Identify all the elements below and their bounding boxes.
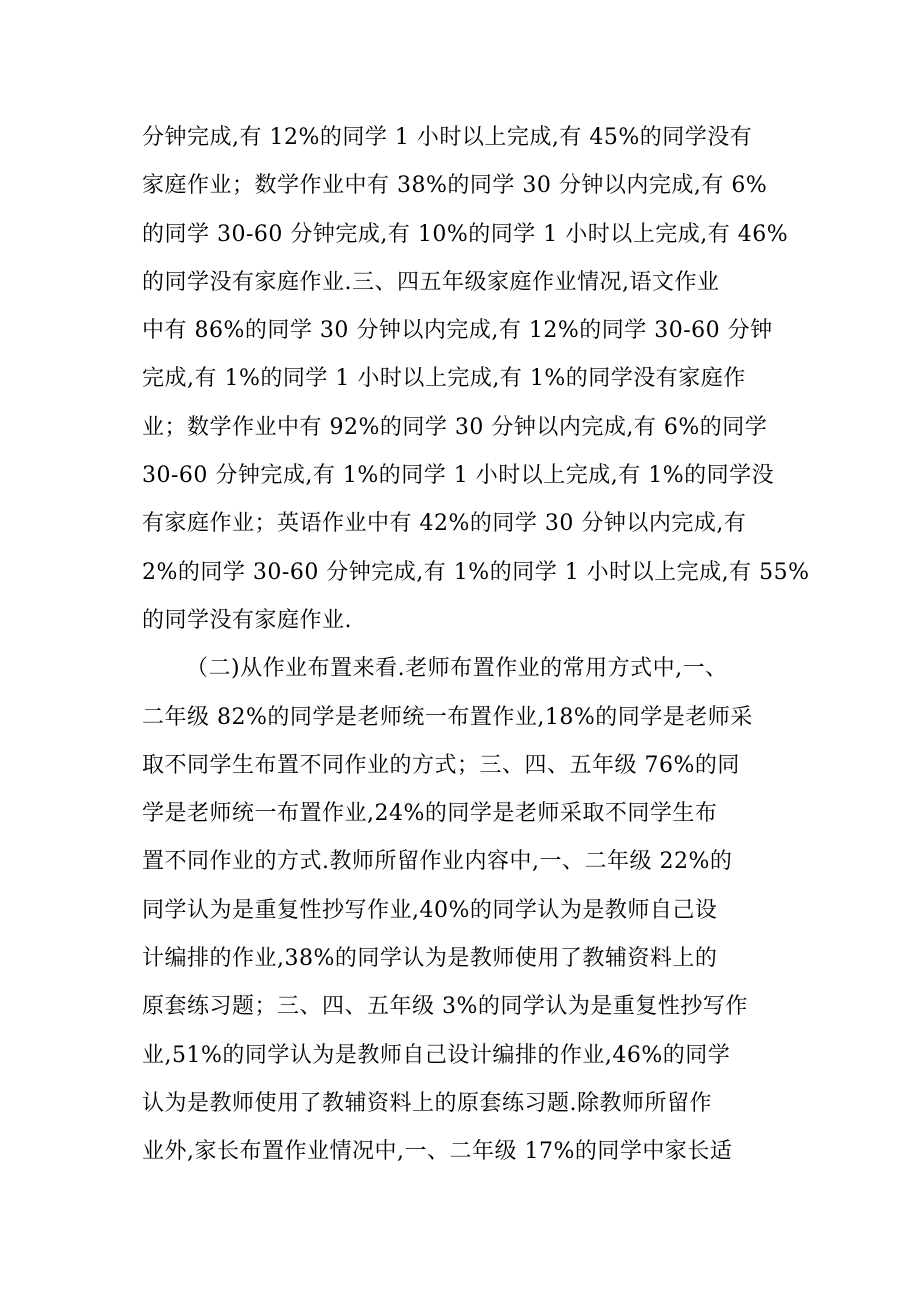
text-line: 原套练习题；三、四、五年级 3%的同学认为是重复性抄写作 <box>142 994 748 1020</box>
text-line: 30-60 分钟完成,有 1%的同学 1 小时以上完成,有 1%的同学没 <box>142 463 775 489</box>
text-line: 业,51%的同学认为是教师自己设计编排的作业,46%的同学 <box>142 1042 731 1068</box>
text-line: 认为是教师使用了教辅资料上的原套练习题.除教师所留作 <box>142 1090 712 1116</box>
text-line: 业；数学作业中有 92%的同学 30 分钟以内完成,有 6%的同学 <box>142 414 768 440</box>
text-line: 分钟完成,有 12%的同学 1 小时以上完成,有 45%的同学没有 <box>142 125 753 150</box>
text-line: 的同学没有家庭作业. <box>142 607 352 633</box>
text-line: 二年级 82%的同学是老师统一布置作业,18%的同学是老师采 <box>142 704 753 730</box>
text-line: 取不同学生布置不同作业的方式；三、四、五年级 76%的同 <box>142 752 740 778</box>
text-line: 业外,家长布置作业情况中,一、二年级 17%的同学中家长适 <box>142 1139 733 1165</box>
text-line: 的同学 30-60 分钟完成,有 10%的同学 1 小时以上完成,有 46% <box>142 221 789 247</box>
text-line: （二)从作业布置来看.老师布置作业的常用方式中,一、 <box>186 656 728 682</box>
text-line: 学是老师统一布置作业,24%的同学是老师采取不同学生布 <box>142 801 718 827</box>
text-line: 家庭作业；数学作业中有 38%的同学 30 分钟以内完成,有 6% <box>142 173 768 199</box>
text-line: 置不同作业的方式.教师所留作业内容中,一、二年级 22%的 <box>142 849 733 875</box>
document-body <box>142 114 810 1177</box>
text-line: 同学认为是重复性抄写作业,40%的同学认为是教师自己设 <box>142 897 718 923</box>
text-line: 有家庭作业；英语作业中有 42%的同学 30 分钟以内完成,有 <box>142 511 747 537</box>
text-line: 完成,有 1%的同学 1 小时以上完成,有 1%的同学没有家庭作 <box>142 366 746 392</box>
text-line: 计编排的作业,38%的同学认为是教师使用了教辅资料上的 <box>142 946 718 972</box>
text-line: 中有 86%的同学 30 分钟以内完成,有 12%的同学 30-60 分钟 <box>142 318 773 344</box>
paragraph <box>142 114 810 645</box>
text-line: 2%的同学 30-60 分钟完成,有 1%的同学 1 小时以上完成,有 55% <box>142 559 810 585</box>
text-line: 的同学没有家庭作业.三、四五年级家庭作业情况,语文作业 <box>142 269 720 295</box>
paragraph <box>142 645 782 1176</box>
